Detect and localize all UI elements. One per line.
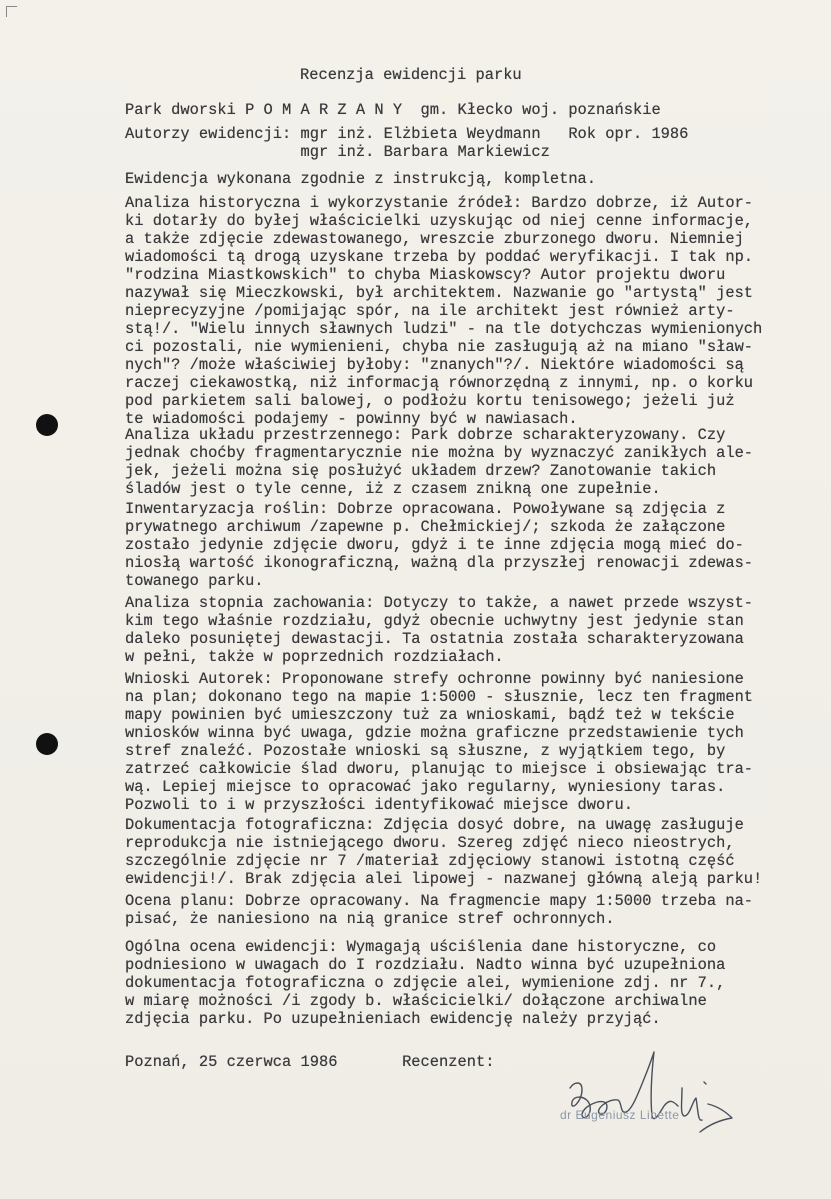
text-line: jek, jeżeli można się posłużyć układem drzew? Zanotowanie takich bbox=[125, 462, 717, 480]
text-line: te wiadomości podajemy - powinny być w nawiasach. bbox=[125, 410, 578, 428]
text-line: Inwentaryzacja roślin: Dobrze opracowana. Powoływane są zdjęcia z bbox=[125, 500, 726, 518]
text-line: mapy powinien być umieszczony tuż za wnioskami, bądź też w tekście bbox=[125, 706, 735, 724]
text-line: dokumentacja fotograficzna o zdjęcie alei, wymienione zdj. nr 7., bbox=[125, 974, 726, 992]
text-line: stref znaleźć. Pozostałe wnioski są słuszne, z wyjątkiem tego, by bbox=[125, 742, 726, 760]
text-line: reprodukcja nie istniejącego dworu. Szereg zdjęć nieco nieostrych, bbox=[125, 834, 735, 852]
text-line: Autorzy ewidencji: mgr inż. Elżbieta Weydmann Rok opr. 1986 bbox=[125, 125, 689, 143]
text-line: nieprecyzyjne /pomijając spór, na ile architekt jest również arty- bbox=[125, 302, 735, 320]
text-line: podniesiono w uwagach do I rozdziału. Nadto winna być uzupełniona bbox=[125, 956, 726, 974]
text-line: Ewidencja wykonana zgodnie z instrukcją, kompletna. bbox=[125, 170, 597, 188]
text-line: "rodzina Miastkowskich" to chyba Miaskowscy? Autor projektu dworu bbox=[125, 266, 726, 284]
text-line: Park dworski P O M A R Z A N Y gm. Kłecko woj. poznańskie bbox=[125, 101, 661, 119]
punch-hole-bottom bbox=[36, 733, 58, 755]
place-date-reviewer-line: Poznań, 25 czerwca 1986 Recenzent: bbox=[125, 1053, 495, 1071]
text-line: raczej ciekawostką, niż informacją równorzędną z innymi, np. o korku bbox=[125, 374, 754, 392]
text-line: stą!/. "Wielu innych sławnych ludzi" - na tle dotychczas wymienionych bbox=[125, 320, 763, 338]
text-line: jednak choćby fragmentarycznie nie można by wyznaczyć zanikłych ale- bbox=[125, 444, 754, 462]
text-line: w pełni, także w poprzednich rozdziałach. bbox=[125, 648, 504, 666]
text-line: towanego parku. bbox=[125, 572, 264, 590]
text-line: Analiza historyczna i wykorzystanie źródeł: Bardzo dobrze, iż Autor- bbox=[125, 194, 754, 212]
text-line: Ogólna ocena ewidencji: Wymagają uściślenia dane historyczne, co bbox=[125, 938, 717, 956]
punch-hole-top bbox=[36, 414, 58, 436]
text-line: na plan; dokonano tego na mapie 1:5000 - słusznie, lecz ten fragment bbox=[125, 688, 754, 706]
text-line: ewidencji!/. Brak zdjęcia alei lipowej - nazwanej główną aleją parku! bbox=[125, 870, 763, 888]
text-line: w miarę możności /i zgody b. właścicielki/ dołączone archiwalne bbox=[125, 992, 707, 1010]
text-line: pod parkietem sali balowej, o podłożu kortu tenisowego; jeżeli już bbox=[125, 392, 735, 410]
text-line: mgr inż. Barbara Markiewicz bbox=[125, 143, 550, 161]
text-line: daleko posuniętej dewastacji. Ta ostatnia została scharakteryzowana bbox=[125, 630, 744, 648]
handwritten-signature bbox=[560, 1040, 760, 1140]
text-line: ki dotarły do byłej właścicielki uzyskując od niej cenne informacje, bbox=[125, 212, 754, 230]
text-line: Ocena planu: Dobrze opracowany. Na fragmencie mapy 1:5000 trzeba na- bbox=[125, 892, 754, 910]
reviewer-stamp: dr Eugeniusz Linette bbox=[560, 1108, 680, 1122]
text-line: Analiza stopnia zachowania: Dotyczy to także, a nawet przede wszyst- bbox=[125, 594, 754, 612]
text-line: wiadomości tą drogą uzyskane trzeba by poddać weryfikacji. I tak np. bbox=[125, 248, 754, 266]
text-line: śladów jest o tyle cenne, iż z czasem znikną one zupełnie. bbox=[125, 480, 661, 498]
text-line: zostało jedynie zdjęcie dworu, gdyż i te inne zdjęcia mogą mieć do- bbox=[125, 536, 744, 554]
text-line: zdjęcia parku. Po uzupełnieniach ewidencję należy przyjąć. bbox=[125, 1010, 661, 1028]
text-line: szczególnie zdjęcie nr 7 /materiał zdjęciowy stanowi istotną część bbox=[125, 852, 735, 870]
text-line: Analiza układu przestrzennego: Park dobrze scharakteryzowany. Czy bbox=[125, 426, 726, 444]
text-line: Dokumentacja fotograficzna: Zdjęcia dosyć dobre, na uwagę zasługuje bbox=[125, 816, 744, 834]
text-line: Wnioski Autorek: Proponowane strefy ochronne powinny być naniesione bbox=[125, 670, 744, 688]
text-line: niosłą wartość ikonograficzną, ważną dla przyszłej renowacji zdewas- bbox=[125, 554, 754, 572]
text-line: kim tego właśnie rozdziału, gdyż obecnie uchwytny jest jedynie stan bbox=[125, 612, 744, 630]
document-title: Recenzja ewidencji parku bbox=[300, 66, 522, 84]
text-line: nych"? /może właściwiej byłoby: "znanych"?/. Niektóre wiadomości są bbox=[125, 356, 744, 374]
text-line: pisać, że naniesiono na nią granice stref ochronnych. bbox=[125, 910, 615, 928]
text-line: a także zdjęcie zdewastowanego, wreszcie zburzonego dworu. Niemniej bbox=[125, 230, 744, 248]
text-line: nazywał się Mieczkowski, był architektem. Nazwanie go "artystą" jest bbox=[125, 284, 754, 302]
scan-corner-mark bbox=[6, 6, 17, 17]
text-line: zatrzeć całkowicie ślad dworu, planując to miejsce i obsiewając tra- bbox=[125, 760, 754, 778]
text-line: prywatnego archiwum /zapewne p. Chełmickiej/; szkoda że załączone bbox=[125, 518, 726, 536]
text-line: ci pozostali, nie wymienieni, chyba nie zasługują aż na miano "sław- bbox=[125, 338, 754, 356]
text-line: wą. Lepiej miejsce to opracować jako regularny, wyniesiony taras. bbox=[125, 778, 726, 796]
text-line: Pozwoli to i w przyszłości identyfikować miejsce dworu. bbox=[125, 796, 633, 814]
text-line: wniosków winna być uwaga, gdzie można graficzne przedstawienie tych bbox=[125, 724, 744, 742]
